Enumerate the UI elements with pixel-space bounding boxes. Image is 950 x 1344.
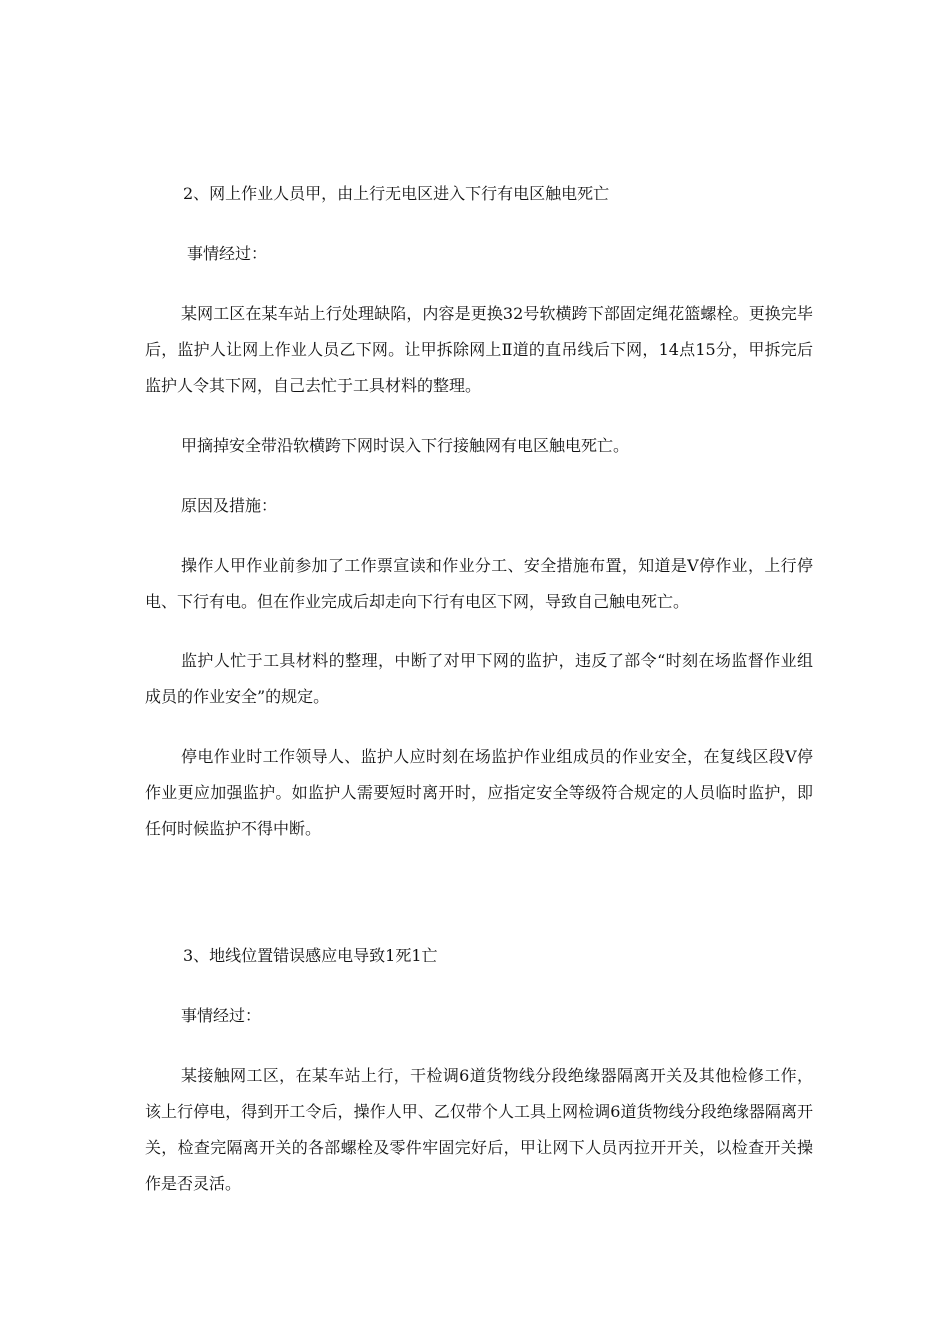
- section2-paragraph-2: 甲摘掉安全带沿软横跨下网时误入下行接触网有电区触电死亡。: [181, 436, 630, 455]
- section3-process-label: 事情经过：: [181, 1006, 262, 1025]
- section2-process-label: 事情经过：: [187, 244, 268, 263]
- section2-title: 2、网上作业人员甲，由上行无电区进入下行有电区触电死亡: [183, 184, 610, 203]
- section3-title: 3、地线位置错误感应电导致1死1亡: [183, 946, 438, 965]
- section2-cause-label: 原因及措施：: [181, 496, 278, 515]
- section2-paragraph-4: 监护人忙于工具材料的整理，中断了对甲下网的监护，违反了部令“时刻在场监督作业组成员的作业安全”的规定。: [145, 651, 813, 706]
- section2-paragraph-3: 操作人甲作业前参加了工作票宣读和作业分工、安全措施布置，知道是V停作业，上行停电、下行有电。但在作业完成后却走向下行有电区下网，导致自己触电死亡。: [145, 556, 813, 611]
- section2-paragraph-5: 停电作业时工作领导人、监护人应时刻在场监护作业组成员的作业安全，在复线区段V停作业更应加强监护。如监护人需要短时离开时，应指定安全等级符合规定的人员临时监护，即任何时候监护不得中断。: [145, 747, 813, 838]
- section2-paragraph-1: 某网工区在某车站上行处理缺陷，内容是更换32号软横跨下部固定绳花篮螺栓。更换完毕后，监护人让网上作业人员乙下网。让甲拆除网上Ⅱ道的直吊线后下网，14点15分，甲拆完后监护人令其下网，自己去忙于工具材料的整理。: [145, 304, 813, 395]
- section3-paragraph-1: 某接触网工区，在某车站上行，干检调6道货物线分段绝缘器隔离开关及其他检修工作，该上行停电，得到开工令后，操作人甲、乙仅带个人工具上网检调6道货物线分段绝缘器隔离开关，检查完隔离开关的各部螺栓及零件牢固完好后，甲让网下人员丙拉开开关，以检查开关操作是否灵活。: [145, 1066, 813, 1193]
